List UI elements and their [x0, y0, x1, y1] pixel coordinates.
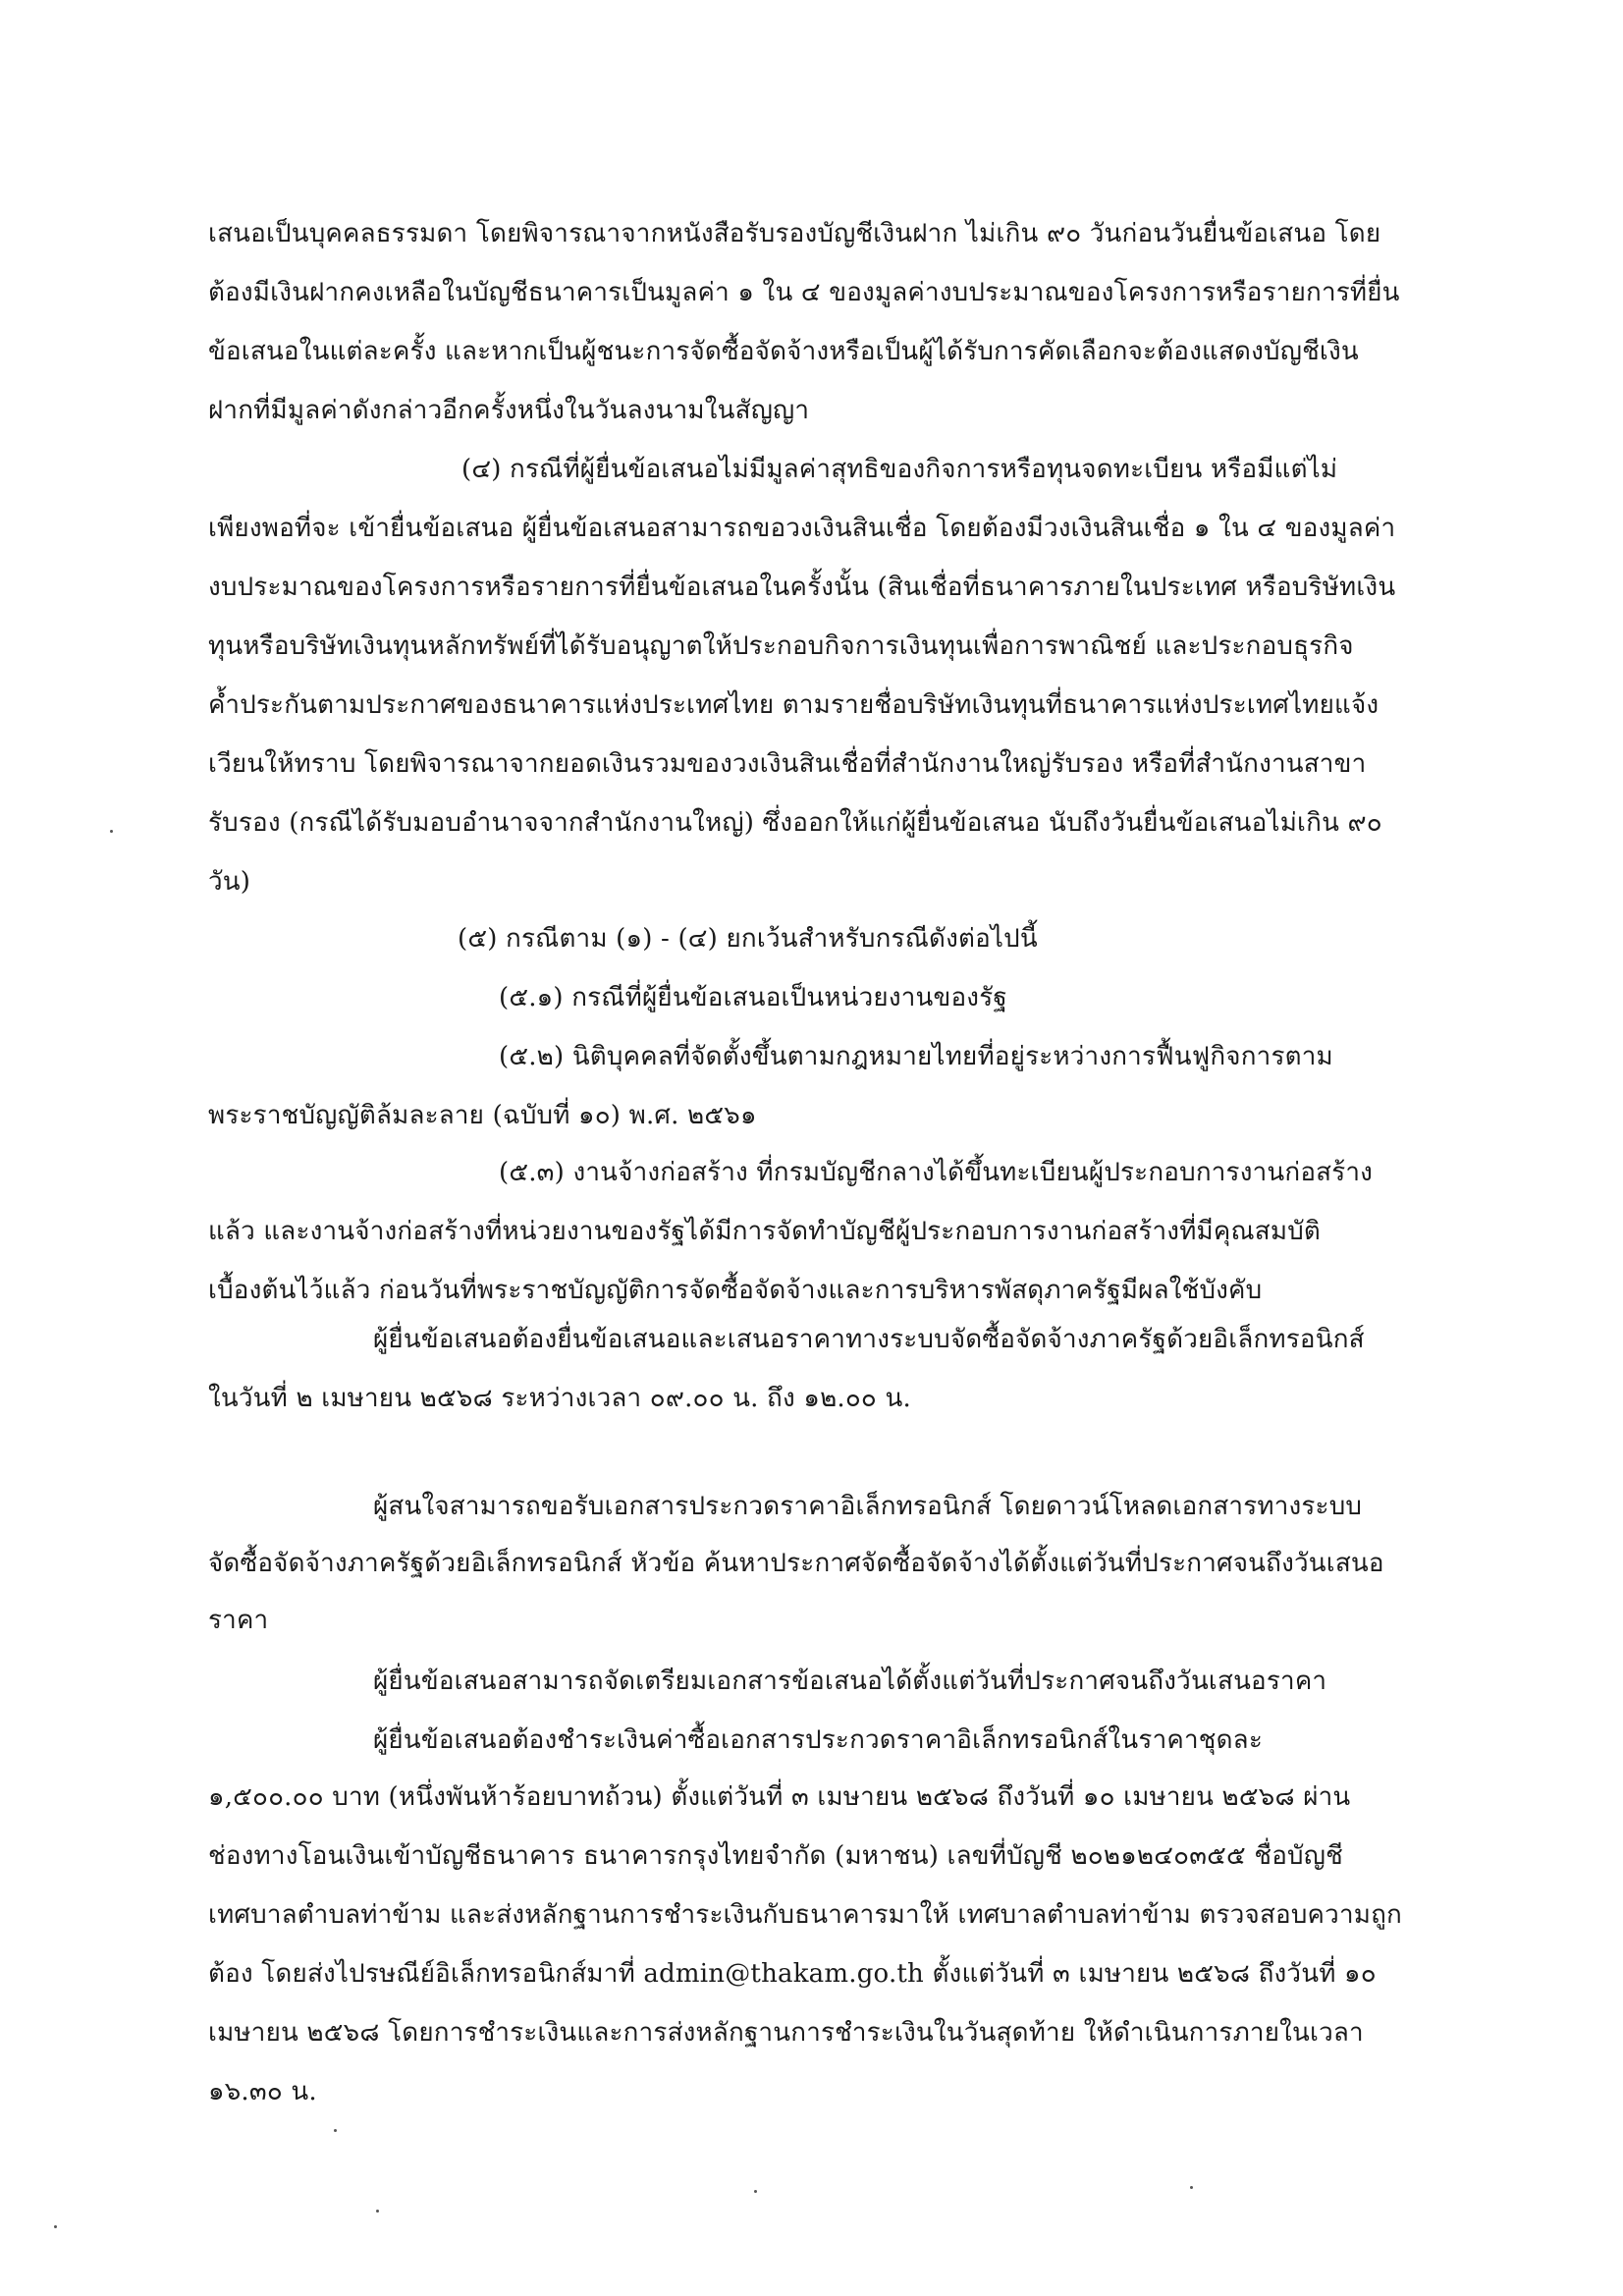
text-line: ฝากที่มีมูลค่าดังกล่าวอีกครั้งหนึ่งในวันลงนามในสัญญา — [208, 396, 810, 425]
scan-speck — [376, 2210, 379, 2213]
text-line: (๕.๑) กรณีที่ผู้ยื่นข้อเสนอเป็นหน่วยงานของรัฐ — [499, 983, 1007, 1012]
text-line: (๔) กรณีที่ผู้ยื่นข้อเสนอไม่มีมูลค่าสุทธิของกิจการหรือทุนจดทะเบียน หรือมีแต่ไม่ — [461, 455, 1338, 484]
text-line: เบื้องต้นไว้แล้ว ก่อนวันที่พระราชบัญญัติการจัดซื้อจัดจ้างและการบริหารพัสดุภาครัฐมีผลใช้บังคับ — [208, 1276, 1263, 1305]
text-line: รับรอง (กรณีได้รับมอบอำนาจจากสำนักงานใหญ่) ซึ่งออกให้แก่ผู้ยื่นข้อเสนอ นับถึงวันยื่นข้อเสนอไม่เกิน ๙๐ — [208, 808, 1382, 838]
text-line: ราคา — [208, 1606, 269, 1635]
text-line: เสนอเป็นบุคคลธรรมดา โดยพิจารณาจากหนังสือรับรองบัญชีเงินฝาก ไม่เกิน ๙๐ วันก่อนวันยื่นข้อเสนอ โดย — [208, 219, 1381, 248]
text-line: ในวันที่ ๒ เมษายน ๒๕๖๘ ระหว่างเวลา ๐๙.๐๐ น. ถึง ๑๒.๐๐ น. — [208, 1384, 911, 1413]
scan-speck — [54, 2225, 57, 2228]
text-line: ผู้สนใจสามารถขอรับเอกสารประกวดราคาอิเล็กทรอนิกส์ โดยดาวน์โหลดเอกสารทางระบบ — [373, 1492, 1363, 1521]
scan-speck — [1190, 2186, 1193, 2189]
text-line: ทุนหรือบริษัทเงินทุนหลักทรัพย์ที่ได้รับอนุญาตให้ประกอบกิจการเงินทุนเพื่อการพาณิชย์ และประกอบธุรกิจ — [208, 631, 1354, 661]
text-line: ผู้ยื่นข้อเสนอต้องยื่นข้อเสนอและเสนอราคาทางระบบจัดซื้อจัดจ้างภาครัฐด้วยอิเล็กทรอนิกส์ — [373, 1325, 1365, 1354]
text-line: (๕.๓) งานจ้างก่อสร้าง ที่กรมบัญชีกลางได้ขึ้นทะเบียนผู้ประกอบการงานก่อสร้าง — [499, 1158, 1374, 1187]
scan-speck — [334, 2129, 337, 2132]
text-line: ๑๖.๓๐ น. — [208, 2077, 317, 2106]
text-line: ผู้ยื่นข้อเสนอต้องชำระเงินค่าซื้อเอกสารประกวดราคาอิเล็กทรอนิกส์ในราคาชุดละ — [373, 1725, 1263, 1755]
text-line: ต้อง โดยส่งไปรษณีย์อิเล็กทรอนิกส์มาที่ admin@thakam.go.th ตั้งแต่วันที่ ๓ เมษายน ๒๕๖๘ ถึงวันที่ ๑๐ — [208, 1959, 1377, 1989]
text-line: ข้อเสนอในแต่ละครั้ง และหากเป็นผู้ชนะการจัดซื้อจัดจ้างหรือเป็นผู้ได้รับการคัดเลือกจะต้องแสดงบัญชีเงิน — [208, 337, 1359, 366]
text-line: ผู้ยื่นข้อเสนอสามารถจัดเตรียมเอกสารข้อเสนอได้ตั้งแต่วันที่ประกาศจนถึงวันเสนอราคา — [373, 1667, 1327, 1696]
text-line: (๕.๒) นิติบุคคลที่จัดตั้งขึ้นตามกฎหมายไทยที่อยู่ระหว่างการฟื้นฟูกิจการตาม — [499, 1042, 1333, 1071]
scan-speck — [110, 830, 113, 833]
text-line: เทศบาลตำบลท่าข้าม และส่งหลักฐานการชำระเงินกับธนาคารมาให้ เทศบาลตำบลท่าข้าม ตรวจสอบความถูก — [208, 1900, 1402, 1930]
scan-speck — [754, 2190, 757, 2193]
text-line: ช่องทางโอนเงินเข้าบัญชีธนาคาร ธนาคารกรุงไทยจำกัด (มหาชน) เลขที่บัญชี ๒๐๒๑๒๔๐๓๕๕ ชื่อบัญชี — [208, 1841, 1343, 1871]
text-line: ๑,๕๐๐.๐๐ บาท (หนึ่งพันห้าร้อยบาทถ้วน) ตั้งแต่วันที่ ๓ เมษายน ๒๕๖๘ ถึงวันที่ ๑๐ เมษายน ๒๕๖๘ ผ่าน — [208, 1782, 1351, 1812]
text-line: งบประมาณของโครงการหรือรายการที่ยื่นข้อเสนอในครั้งนั้น (สินเชื่อที่ธนาคารภายในประเทศ หรือบริษัทเงิน — [208, 573, 1396, 602]
text-line: เวียนให้ทราบ โดยพิจารณาจากยอดเงินรวมของวงเงินสินเชื่อที่สำนักงานใหญ่รับรอง หรือที่สำนักงานสาขา — [208, 749, 1367, 779]
text-line: เพียงพอที่จะ เข้ายื่นข้อเสนอ ผู้ยื่นข้อเสนอสามารถขอวงเงินสินเชื่อ โดยต้องมีวงเงินสินเชื่อ ๑ ใน ๔ ของมูลค่า — [208, 514, 1396, 543]
text-line: แล้ว และงานจ้างก่อสร้างที่หน่วยงานของรัฐได้มีการจัดทำบัญชีผู้ประกอบการงานก่อสร้างที่มีคุณสมบัติ — [208, 1217, 1321, 1246]
text-line: พระราชบัญญัติล้มละลาย (ฉบับที่ ๑๐) พ.ศ. ๒๕๖๑ — [208, 1101, 757, 1130]
text-line: จัดซื้อจัดจ้างภาครัฐด้วยอิเล็กทรอนิกส์ หัวข้อ ค้นหาประกาศจัดซื้อจัดจ้างได้ตั้งแต่วันที่ประกาศจนถึงวันเสนอ — [208, 1549, 1384, 1578]
text-line: ต้องมีเงินฝากคงเหลือในบัญชีธนาคารเป็นมูลค่า ๑ ใน ๔ ของมูลค่างบประมาณของโครงการหรือรายการที่ยื่น — [208, 278, 1400, 307]
text-line: ค้ำประกันตามประกาศของธนาคารแห่งประเทศไทย ตามรายชื่อบริษัทเงินทุนที่ธนาคารแห่งประเทศไทยแจ้ง — [208, 690, 1380, 720]
text-line: (๕) กรณีตาม (๑) - (๔) ยกเว้นสำหรับกรณีดังต่อไปนี้ — [458, 924, 1038, 954]
text-line: วัน) — [208, 867, 251, 897]
text-line: เมษายน ๒๕๖๘ โดยการชำระเงินและการส่งหลักฐานการชำระเงินในวันสุดท้าย ให้ดำเนินการภายในเวลา — [208, 2018, 1364, 2048]
